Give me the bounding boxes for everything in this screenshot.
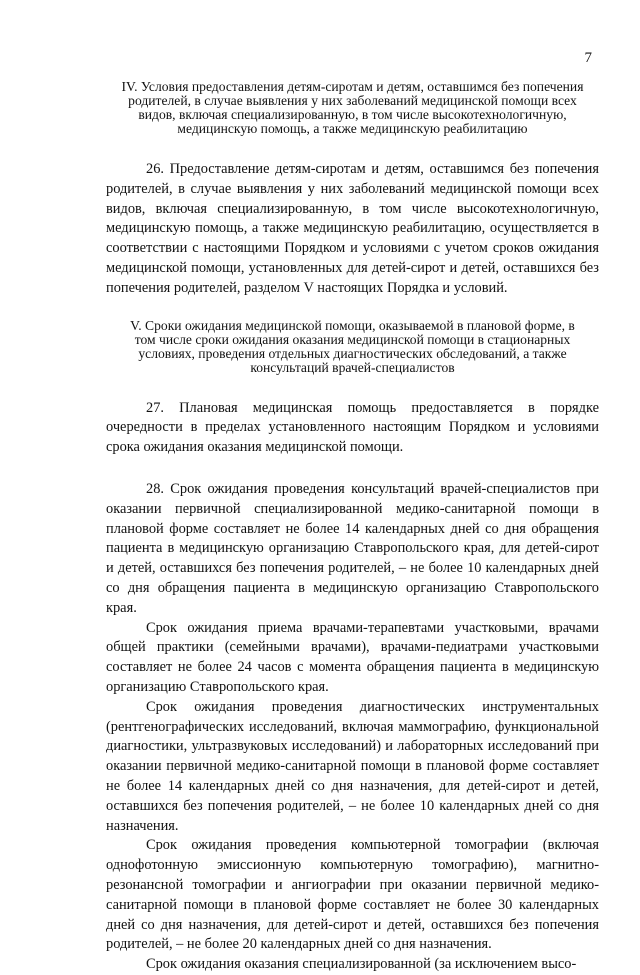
page-number: 7 [584, 50, 592, 66]
paragraph-28-tomography: Срок ожидания проведения компьютерной томографии (включая однофотонную эмиссионную компьютерную томографию), магнитно-резонансной томографии и ангиографии при оказании первичной медико-санитарной помощи в плановой форме составляет не более 30 календарных дней со дня назначения, для детей-сирот и детей, оставшихся без попечения родителей, – не более 20 календарных дней со дня назначения. [106, 837, 599, 953]
paragraph-27: 27. Плановая медицинская помощь предоставляется в порядке очередности в пределах установленного настоящим Порядком и условиями срока ожидания оказания медицинской помощи. [106, 399, 599, 456]
paragraph-26: 26. Предоставление детям-сиротам и детям, оставшимся без попечения родителей, в случае выявления у них заболеваний медицинской помощи всех видов, включая специализированную, в том числе высокотехнологичную, медицинскую помощь, а также медицинскую реабилитацию, осуществляется в соответствии с настоящими Порядком и условиями с учетом сроков ожидания медицинской помощи, установленных для детей-сирот и детей, оставшихся без попечения родителей, разделом V настоящих Порядка и условий. [106, 161, 599, 296]
section-v-heading: V. Сроки ожидания медицинской помощи, оказываемой в плановой форме, в том числе сроки ожидания оказания медицинской помощи в стационарных условиях, проведения отдельных диагностических обследований, а также консультаций врачей-специалистов [130, 317, 575, 375]
document-body [106, 80, 599, 975]
paragraph-28: 28. Срок ожидания проведения консультаций врачей-специалистов при оказании первичной специализированной медико-санитарной помощи в плановой форме составляет не более 14 календарных дней со дня обращения пациента в медицинскую организацию Ставропольского края, для детей-сирот и детей, оставшихся без попечения родителей, – не более 10 календарных дней со дня обращения пациента в медицинскую организацию Ставропольского края. [106, 480, 599, 616]
paragraph-28-diagnostics: Срок ожидания проведения диагностических инструментальных (рентгенографических исследований, включая маммографию, функциональной диагностики, ультразвуковых исследований) и лабораторных исследований при оказании первичной медико-санитарной помощи в плановой форме составляет не более 14 календарных дней со дня назначения, для детей-сирот и детей, оставшихся без попечения родителей, – не более 10 календарных дней со дня назначения. [106, 698, 599, 834]
paragraph-28-therapists: Срок ожидания приема врачами-терапевтами участковыми, врачами общей практики (семейными врачами), врачами-педиатрами участковыми составляет не более 24 часов с момента обращения пациента в медицинскую организацию Ставропольского края. [106, 619, 599, 695]
section-iv-heading: IV. Условия предоставления детям-сиротам и детям, оставшимся без попечения родителей, в случае выявления у них заболеваний медицинской помощи всех видов, включая специализированную, в том числе высокотехнологичную, медицинскую помощь, а также медицинскую реабилитацию [121, 79, 584, 136]
paragraph-28-specialized: Срок ожидания оказания специализированной (за исключением высо- [146, 956, 577, 973]
